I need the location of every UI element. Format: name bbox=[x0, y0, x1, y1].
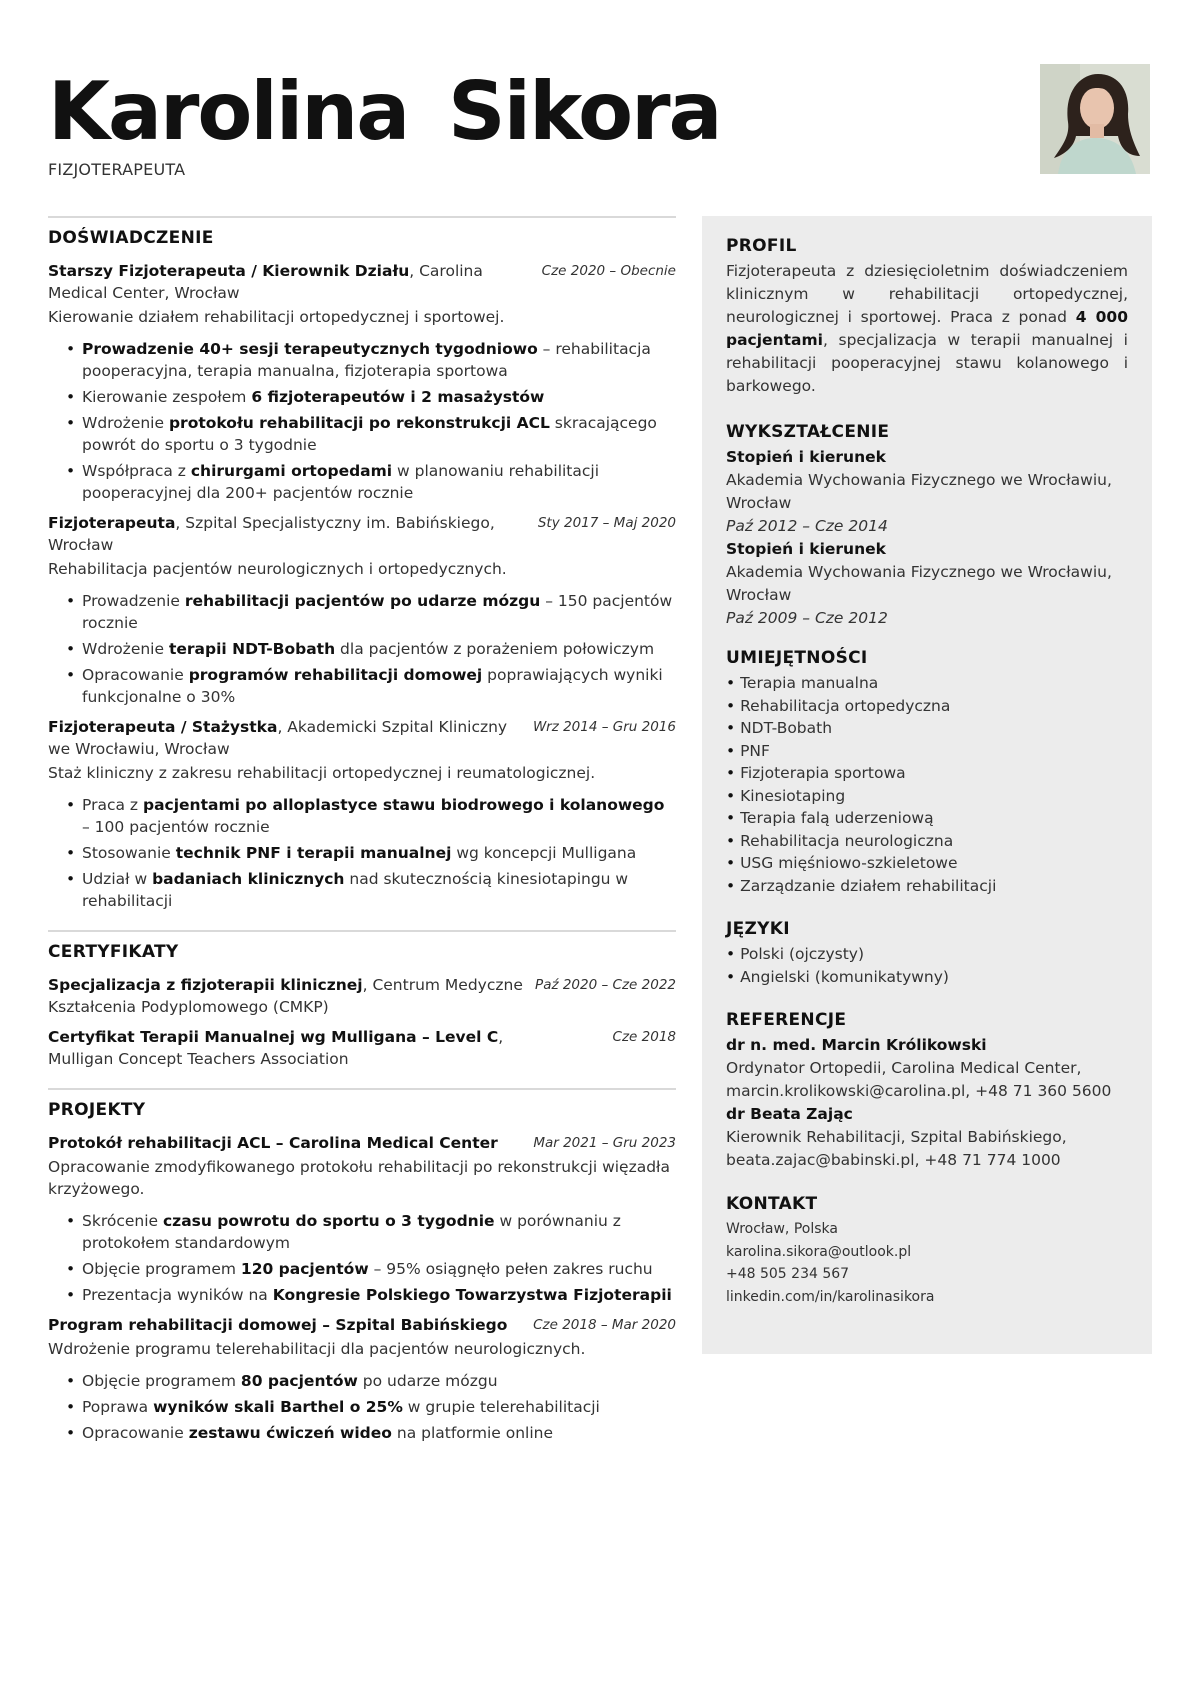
candidate-name: Karolina Sikora bbox=[48, 65, 721, 158]
section-title-languages: JĘZYKI bbox=[726, 919, 790, 939]
profile-photo bbox=[1040, 64, 1150, 174]
certificate-name: Specjalizacja z fizjoterapii klinicznej bbox=[48, 976, 363, 994]
certificate-name: Certyfikat Terapii Manualnej wg Mulligana – Level C bbox=[48, 1028, 499, 1046]
list-item: • Objęcie programem 120 pacjentów – 95% osiągnęło pełen zakres ruchu bbox=[82, 1258, 676, 1280]
project-description: Opracowanie zmodyfikowanego protokołu rehabilitacji po rekonstrukcji więzadła krzyżowego. bbox=[48, 1158, 670, 1198]
profile-photo-illustration bbox=[1040, 64, 1150, 174]
list-item: • Wdrożenie terapii NDT-Bobath dla pacjentów z porażeniem połowiczym bbox=[82, 638, 676, 660]
certificate-entry bbox=[48, 1026, 676, 1070]
experience-entry bbox=[48, 512, 676, 708]
project-name: Program rehabilitacji domowej – Szpital Babińskiego bbox=[48, 1316, 508, 1334]
education-date: Paź 2012 – Cze 2014 bbox=[726, 517, 888, 535]
reference-name: dr Beata Zając bbox=[726, 1105, 853, 1123]
education-degree: Stopień i kierunek bbox=[726, 540, 886, 558]
project-name: Protokół rehabilitacji ACL – Carolina Medical Center bbox=[48, 1134, 498, 1152]
reference-info: Kierownik Rehabilitacji, Szpital Babińskiego, beata.zajac@babinski.pl, +48 71 774 1000 bbox=[726, 1128, 1067, 1169]
list-item: • Prowadzenie 40+ sesji terapeutycznych tygodniowo – rehabilitacja pooperacyjna, terapia manualna, fizjoterapia sportowa bbox=[82, 338, 676, 382]
section-title-education: WYKSZTAŁCENIE bbox=[726, 422, 890, 442]
job-date: Wrz 2014 – Gru 2016 bbox=[533, 719, 676, 735]
certificate-organization: , Centrum Medyczne Kształcenia Podyplomowego (CMKP) bbox=[48, 976, 523, 1016]
contact-email[interactable]: karolina.sikora@outlook.pl bbox=[726, 1243, 912, 1260]
list-item: • Opracowanie zestawu ćwiczeń wideo na platformie online bbox=[82, 1422, 676, 1444]
list-item: • Prezentacja wyników na Kongresie Polskiego Towarzystwa Fizjoterapii bbox=[82, 1284, 676, 1306]
section-title-experience: DOŚWIADCZENIE bbox=[48, 228, 214, 248]
contact-linkedin[interactable]: linkedin.com/in/karolinasikora bbox=[726, 1288, 935, 1305]
project-entry bbox=[48, 1314, 676, 1444]
list-item: • Poprawa wyników skali Barthel o 25% w grupie telerehabilitacji bbox=[82, 1396, 676, 1418]
list-item: • Fizjoterapia sportowa bbox=[726, 762, 1128, 785]
list-item: • Terapia manualna bbox=[726, 672, 1128, 695]
list-item: • NDT-Bobath bbox=[726, 717, 1128, 740]
project-entry bbox=[48, 1132, 676, 1306]
certificate-entry bbox=[48, 974, 676, 1018]
section-title-skills: UMIEJĘTNOŚCI bbox=[726, 648, 868, 668]
education-school: Akademia Wychowania Fizycznego we Wrocławiu, Wrocław bbox=[726, 563, 1112, 604]
project-date: Mar 2021 – Gru 2023 bbox=[533, 1135, 676, 1151]
job-role: Fizjoterapeuta / Stażystka bbox=[48, 718, 278, 736]
main-column bbox=[48, 216, 676, 1448]
list-item: • Udział w badaniach klinicznych nad skutecznością kinesiotapingu w rehabilitacji bbox=[82, 868, 676, 912]
job-date: Cze 2020 – Obecnie bbox=[541, 263, 676, 279]
education-school: Akademia Wychowania Fizycznego we Wrocławiu, Wrocław bbox=[726, 471, 1112, 512]
project-description: Wdrożenie programu telerehabilitacji dla pacjentów neurologicznych. bbox=[48, 1340, 586, 1358]
job-organization: , Carolina Medical Center, Wrocław bbox=[48, 262, 483, 302]
education-entry bbox=[726, 446, 1128, 538]
job-date: Sty 2017 – Maj 2020 bbox=[537, 515, 676, 531]
sidebar bbox=[702, 216, 1152, 1354]
list-item: • Opracowanie programów rehabilitacji domowej poprawiających wyniki funkcjonalne o 30% bbox=[82, 664, 676, 708]
skills-list bbox=[726, 672, 1128, 897]
list-item: • Kierowanie zespołem 6 fizjoterapeutów i 2 masażystów bbox=[82, 386, 676, 408]
section-title-contact: KONTAKT bbox=[726, 1194, 818, 1214]
certificate-organization: , Mulligan Concept Teachers Association bbox=[48, 1028, 504, 1068]
list-item: • Objęcie programem 80 pacjentów po udarze mózgu bbox=[82, 1370, 676, 1392]
certificate-date: Paź 2020 – Cze 2022 bbox=[535, 977, 676, 993]
list-item: • Polski (ojczysty) bbox=[726, 943, 1128, 966]
list-item: • Skrócenie czasu powrotu do sportu o 3 tygodnie w porównaniu z protokołem standardowym bbox=[82, 1210, 676, 1254]
certificate-date: Cze 2018 bbox=[612, 1029, 676, 1045]
list-item: • Współpraca z chirurgami ortopedami w planowaniu rehabilitacji pooperacyjnej dla 200+ pacjentów rocznie bbox=[82, 460, 676, 504]
education-date: Paź 2009 – Cze 2012 bbox=[726, 609, 888, 627]
list-item: • Angielski (komunikatywny) bbox=[726, 966, 1128, 989]
section-title-certificates: CERTYFIKATY bbox=[48, 942, 179, 962]
list-item: • Praca z pacjentami po alloplastyce stawu biodrowego i kolanowego – 100 pacjentów rocznie bbox=[82, 794, 676, 838]
education-entry bbox=[726, 538, 1128, 630]
job-organization: , Szpital Specjalistyczny im. Babińskiego, Wrocław bbox=[48, 514, 495, 554]
list-item: • PNF bbox=[726, 740, 1128, 763]
list-item: • USG mięśniowo-szkieletowe bbox=[726, 852, 1128, 875]
profile-summary: Fizjoterapeuta z dziesięcioletnim doświadczeniem klinicznym w rehabilitacji ortopedycznej, neurologicznej i sportowej. Praca z ponad 4 000 pacjentami, specjalizacja w terapii manualnej i rehabilitacji pooperacyjnej stawu kolanowego i barkowego. bbox=[726, 262, 1128, 395]
languages-list bbox=[726, 943, 1128, 988]
job-role: Starszy Fizjoterapeuta / Kierownik Działu bbox=[48, 262, 410, 280]
divider bbox=[48, 930, 676, 932]
reference-entry bbox=[726, 1103, 1128, 1172]
job-description: Kierowanie działem rehabilitacji ortopedycznej i sportowej. bbox=[48, 308, 505, 326]
section-title-profile: PROFIL bbox=[726, 236, 797, 256]
contact-location: Wrocław, Polska bbox=[726, 1221, 838, 1237]
job-organization: , Akademicki Szpital Kliniczny we Wrocławiu, Wrocław bbox=[48, 718, 508, 758]
project-date: Cze 2018 – Mar 2020 bbox=[533, 1317, 676, 1333]
list-item: • Wdrożenie protokołu rehabilitacji po rekonstrukcji ACL skracającego powrót do sportu o 3 tygodnie bbox=[82, 412, 676, 456]
section-title-references: REFERENCJE bbox=[726, 1010, 847, 1030]
divider bbox=[48, 216, 676, 218]
reference-entry bbox=[726, 1034, 1128, 1103]
list-item: • Terapia falą uderzeniową bbox=[726, 807, 1128, 830]
job-title: FIZJOTERAPEUTA bbox=[48, 160, 186, 179]
divider bbox=[48, 1088, 676, 1090]
list-item: • Stosowanie technik PNF i terapii manualnej wg koncepcji Mulligana bbox=[82, 842, 676, 864]
list-item: • Zarządzanie działem rehabilitacji bbox=[726, 875, 1128, 898]
experience-entry bbox=[48, 260, 676, 504]
section-title-projects: PROJEKTY bbox=[48, 1100, 146, 1120]
reference-name: dr n. med. Marcin Królikowski bbox=[726, 1036, 987, 1054]
list-item: • Kinesiotaping bbox=[726, 785, 1128, 808]
list-item: • Rehabilitacja neurologiczna bbox=[726, 830, 1128, 853]
list-item: • Prowadzenie rehabilitacji pacjentów po udarze mózgu – 150 pacjentów rocznie bbox=[82, 590, 676, 634]
education-degree: Stopień i kierunek bbox=[726, 448, 886, 466]
job-description: Rehabilitacja pacjentów neurologicznych i ortopedycznych. bbox=[48, 560, 507, 578]
job-role: Fizjoterapeuta bbox=[48, 514, 176, 532]
list-item: • Rehabilitacja ortopedyczna bbox=[726, 695, 1128, 718]
reference-info: Ordynator Ortopedii, Carolina Medical Center, marcin.krolikowski@carolina.pl, +48 71 360 5600 bbox=[726, 1059, 1112, 1100]
contact-phone[interactable]: +48 505 234 567 bbox=[726, 1266, 850, 1282]
job-description: Staż kliniczny z zakresu rehabilitacji ortopedycznej i reumatologicznej. bbox=[48, 764, 596, 782]
experience-entry bbox=[48, 716, 676, 912]
